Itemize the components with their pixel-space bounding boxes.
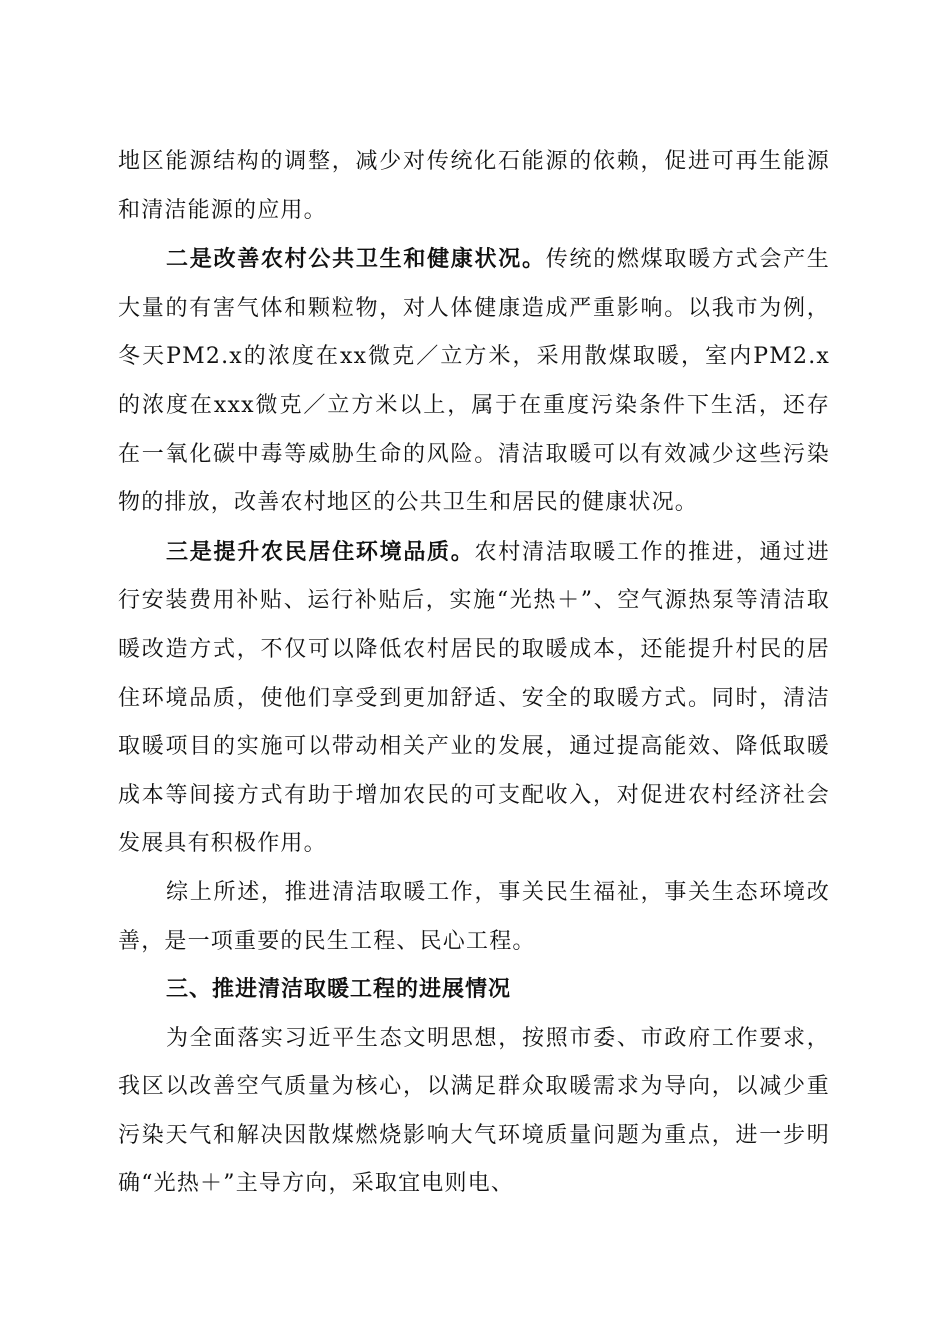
paragraph-public-health [118, 235, 830, 528]
paragraph-energy-structure [118, 138, 830, 235]
paragraph-text: 农村清洁取暖工作的推进，通过进行安装费用补贴、运行补贴后，实施“光热＋”、空气源热泵等清洁取暖改造方式，不仅可以降低农村居民的取暖成本，还能提升村民的居住环境品质，使他们享受到更加舒适、安全的取暖方式。同时，清洁取暖项目的实施可以带动相关产业的发展，通过提高能效、降低取暖成本等间接方式有助于增加农民的可支配收入，对促进农村经济社会发展具有积极作用。 [118, 539, 830, 857]
paragraph-text: 传统的燃煤取暖方式会产生大量的有害气体和颗粒物，对人体健康造成严重影响。以我市为例，冬天PM2.x的浓度在xx微克／立方米，采用散煤取暖，室内PM2.x的浓度在xxx微克／立方米以上，属于在重度污染条件下生活，还存在一氧化碳中毒等威胁生命的风险。清洁取暖可以有效减少这些污染物的排放，改善农村地区的公共卫生和居民的健康状况。 [118, 247, 830, 516]
paragraph-lead-heading: 三是提升农民居住环境品质。 [166, 538, 475, 565]
paragraph-text: 地区能源结构的调整，减少对传统化石能源的依赖，促进可再生能源和清洁能源的应用。 [118, 149, 830, 223]
paragraph-lead-heading: 二是改善农村公共卫生和健康状况。 [166, 246, 546, 273]
paragraph-living-environment [118, 528, 830, 869]
paragraph-text: 为全面落实习近平生态文明思想，按照市委、市政府工作要求，我区以改善空气质量为核心，以满足群众取暖需求为导向，以减少重污染天气和解决因散煤燃烧影响大气环境质量问题为重点，进一步明确“光热＋”主导方向，采取宜电则电、 [118, 1025, 830, 1197]
paragraph-summary [118, 869, 830, 966]
section-heading: 三、推进清洁取暖工程的进展情况 [166, 977, 512, 1003]
paragraph-progress-intro [118, 1015, 830, 1209]
paragraph-text: 综上所述，推进清洁取暖工作，事关民生福祉，事关生态环境改善，是一项重要的民生工程、民心工程。 [118, 879, 830, 954]
document-body [118, 138, 830, 1209]
